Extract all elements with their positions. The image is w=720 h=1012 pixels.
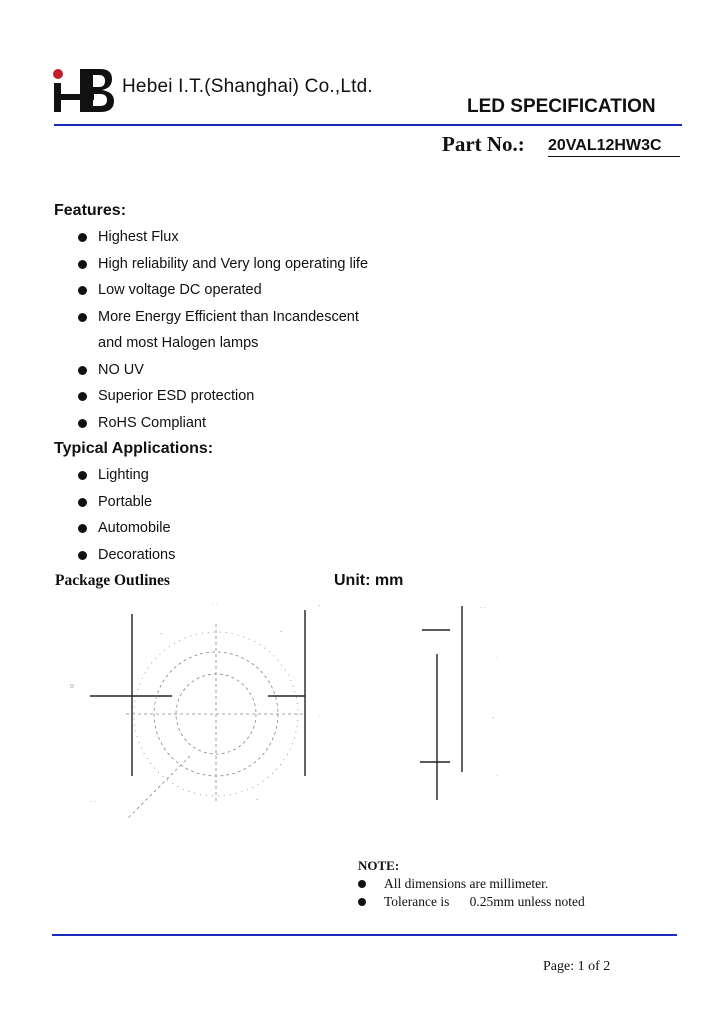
application-text: Lighting (98, 467, 149, 483)
application-text: Automobile (98, 520, 171, 536)
list-item (78, 489, 175, 516)
bullet-icon (78, 551, 87, 560)
note-list (358, 875, 585, 911)
svg-text:.: . (496, 771, 498, 778)
list-item-continuation (78, 330, 368, 357)
bullet-icon (78, 286, 87, 295)
svg-text:-: - (492, 715, 495, 722)
list-item (78, 542, 175, 569)
part-number-value: 20VAL12HW3C (548, 136, 680, 157)
bullet-icon (78, 392, 87, 401)
page-number: Page: 1 of 2 (543, 959, 611, 974)
bullet-icon (78, 313, 87, 322)
svg-text:.: . (496, 653, 498, 660)
note-text: Tolerance is 0.25mm unless noted (384, 894, 585, 909)
svg-text:-: - (318, 603, 321, 610)
features-heading: Features: (54, 202, 127, 219)
bullet-icon (78, 524, 87, 533)
bullet-icon (358, 898, 366, 906)
document-title: LED SPECIFICATION (467, 96, 656, 117)
bullet-icon (358, 880, 366, 888)
feature-text: More Energy Efficient than Incandescent (98, 308, 359, 325)
applications-list (78, 462, 175, 568)
bullet-icon (78, 471, 87, 480)
bullet-icon (78, 233, 87, 242)
svg-text:. .: . . (480, 603, 486, 610)
application-text: Portable (98, 493, 153, 510)
svg-text:. .: . . (90, 797, 96, 804)
feature-text: High reliability and Very long operating life (98, 255, 369, 272)
list-item (78, 462, 175, 489)
features-list (78, 224, 368, 436)
application-text: Decorations (98, 546, 176, 563)
bullet-icon (78, 498, 87, 507)
svg-text:-: - (160, 631, 163, 638)
bullet-icon (78, 260, 87, 269)
svg-text:o: o (70, 683, 74, 690)
package-outlines-heading: Package Outlines (55, 572, 170, 589)
list-item (78, 410, 368, 437)
svg-text:-: - (256, 797, 259, 804)
feature-text: RoHS Compliant (98, 414, 206, 431)
logo-dot (53, 69, 63, 79)
list-item (358, 893, 585, 911)
list-item (78, 224, 368, 251)
feature-text: Superior ESD protection (98, 388, 255, 404)
list-item (78, 304, 368, 331)
footer-rule (52, 934, 677, 936)
company-name: Hebei I.T.(Shanghai) Co.,Ltd. (122, 76, 373, 97)
svg-text:.: . (318, 711, 320, 718)
list-item (78, 383, 368, 410)
bullet-icon (78, 419, 87, 428)
unit-label: Unit: mm (334, 572, 404, 589)
part-number-label: Part No.: (442, 132, 525, 156)
note-heading: NOTE: (358, 858, 400, 873)
svg-text:-: - (280, 629, 283, 636)
feature-text: Low voltage DC operated (98, 282, 262, 298)
applications-heading: Typical Applications: (54, 440, 214, 457)
list-item (78, 251, 368, 278)
feature-text: NO UV (98, 361, 144, 378)
note-text: All dimensions are millimeter. (384, 876, 549, 891)
bullet-icon (78, 366, 87, 375)
list-item (78, 515, 175, 542)
package-outline-drawing (60, 596, 520, 836)
list-item (358, 875, 585, 893)
feature-text: Highest Flux (98, 229, 179, 245)
list-item (78, 277, 368, 304)
svg-text:. .: . . (212, 599, 218, 606)
list-item (78, 357, 368, 384)
header-rule (54, 124, 682, 126)
feature-text: and most Halogen lamps (98, 335, 259, 351)
company-logo (50, 66, 116, 114)
